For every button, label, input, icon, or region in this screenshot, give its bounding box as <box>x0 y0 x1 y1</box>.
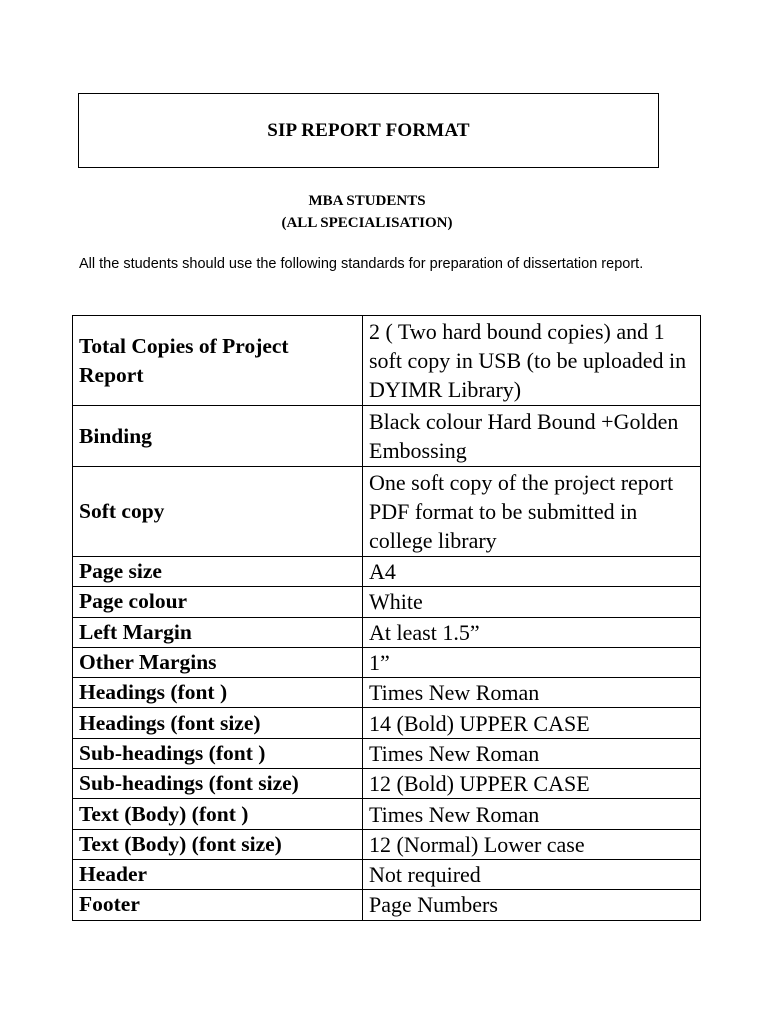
row-parameter: Header <box>73 859 363 889</box>
row-parameter: Page size <box>73 557 363 587</box>
table-row <box>73 467 701 557</box>
table-row <box>73 890 701 920</box>
row-value: One soft copy of the project report PDF format to be submitted in college library <box>363 467 701 557</box>
row-parameter: Footer <box>73 890 363 920</box>
row-value: Black colour Hard Bound +Golden Embossing <box>363 406 701 467</box>
row-value: White <box>363 587 701 617</box>
table-row <box>73 859 701 889</box>
title-box <box>78 93 659 168</box>
format-spec-table <box>72 315 701 921</box>
row-parameter: Headings (font size) <box>73 708 363 738</box>
row-parameter: Text (Body) (font size) <box>73 829 363 859</box>
row-parameter: Sub-headings (font ) <box>73 738 363 768</box>
row-parameter: Text (Body) (font ) <box>73 799 363 829</box>
row-value: Times New Roman <box>363 738 701 768</box>
table-row <box>73 769 701 799</box>
row-value: A4 <box>363 557 701 587</box>
table-row <box>73 829 701 859</box>
table-row <box>73 587 701 617</box>
row-value: Not required <box>363 859 701 889</box>
row-value: 14 (Bold) UPPER CASE <box>363 708 701 738</box>
document-title: SIP REPORT FORMAT <box>267 119 470 141</box>
row-value: At least 1.5” <box>363 617 701 647</box>
table-row <box>73 647 701 677</box>
row-value: 12 (Normal) Lower case <box>363 829 701 859</box>
row-value: 1” <box>363 647 701 677</box>
row-parameter: Binding <box>73 406 363 467</box>
row-parameter: Total Copies of Project Report <box>73 316 363 406</box>
row-parameter: Page colour <box>73 587 363 617</box>
table-row <box>73 617 701 647</box>
table-row <box>73 678 701 708</box>
intro-paragraph: All the students should use the following standards for preparation of dissertation report. <box>79 256 644 272</box>
table-row <box>73 708 701 738</box>
table-row <box>73 799 701 829</box>
table-row <box>73 406 701 467</box>
table-row <box>73 738 701 768</box>
subtitle-specialisation: (ALL SPECIALISATION) <box>281 215 453 231</box>
row-parameter: Left Margin <box>73 617 363 647</box>
subtitle-audience: MBA STUDENTS <box>308 193 426 209</box>
row-value: Page Numbers <box>363 890 701 920</box>
row-value: Times New Roman <box>363 678 701 708</box>
row-value: Times New Roman <box>363 799 701 829</box>
row-parameter: Sub-headings (font size) <box>73 769 363 799</box>
row-parameter: Other Margins <box>73 647 363 677</box>
row-parameter: Headings (font ) <box>73 678 363 708</box>
row-value: 12 (Bold) UPPER CASE <box>363 769 701 799</box>
row-parameter: Soft copy <box>73 467 363 557</box>
table-row <box>73 316 701 406</box>
table-row <box>73 557 701 587</box>
row-value: 2 ( Two hard bound copies) and 1 soft copy in USB (to be uploaded in DYIMR Library) <box>363 316 701 406</box>
